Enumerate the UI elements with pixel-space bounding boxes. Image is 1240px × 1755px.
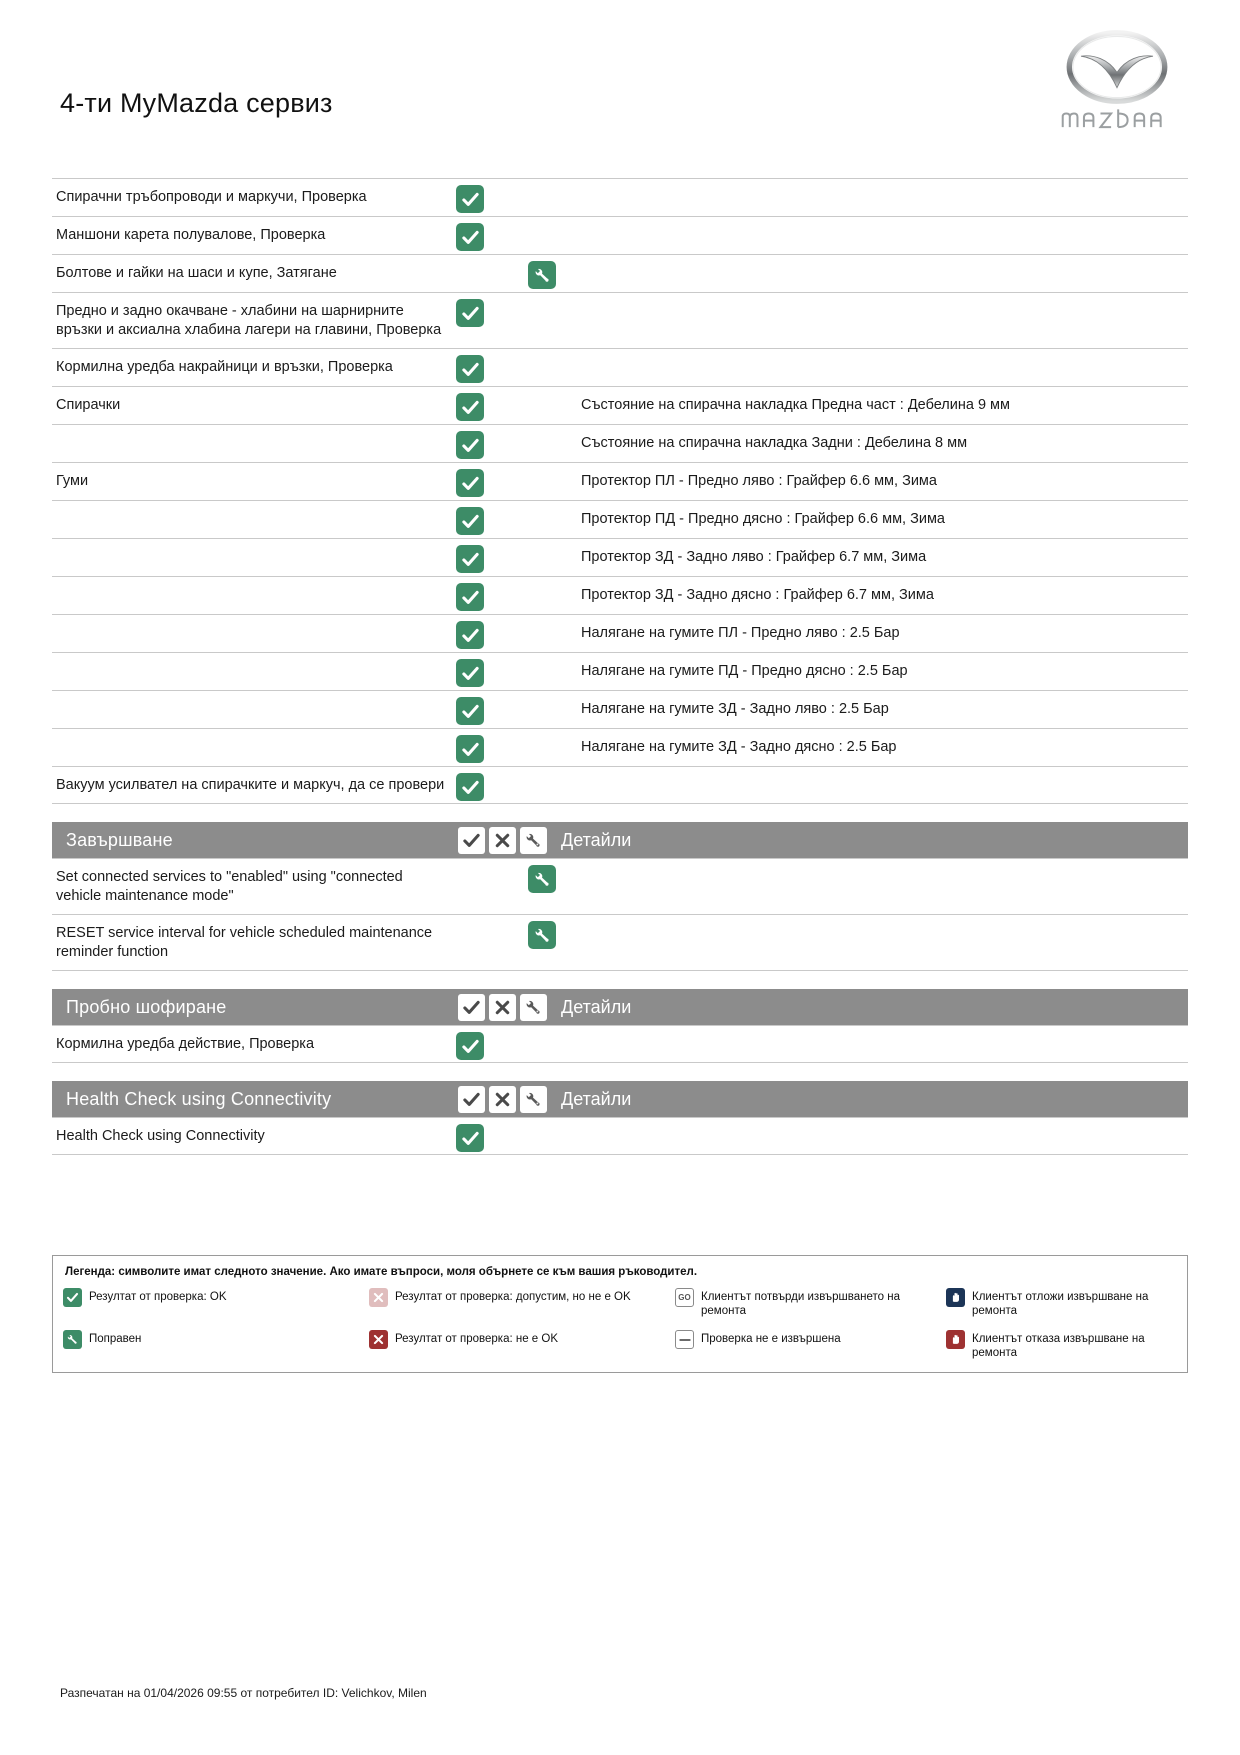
table-row xyxy=(52,254,1188,292)
row-label: Health Check using Connectivity xyxy=(56,1128,265,1144)
table-row xyxy=(52,766,1188,804)
table-row xyxy=(52,500,1188,538)
row-detail: Налягане на гумите ПД - Предно дясно : 2.5 Бар xyxy=(581,663,908,679)
row-label: Болтове и гайки на шаси и купе, Затягане xyxy=(56,265,337,281)
section-title: Health Check using Connectivity xyxy=(66,1089,332,1109)
table-row xyxy=(52,216,1188,254)
row-status xyxy=(456,179,559,213)
row-status xyxy=(456,255,559,289)
legend-item xyxy=(63,1288,363,1318)
row-label: Предно и задно окачване - хлабини на шарнирните връзки и аксиална хлабина лагери на главини, Проверка xyxy=(56,303,442,338)
row-detail xyxy=(559,1026,1188,1043)
row-status xyxy=(456,729,559,763)
check-icon xyxy=(456,621,484,649)
section-title: Пробно шофиране xyxy=(66,997,227,1017)
row-status xyxy=(456,653,559,687)
legend-box xyxy=(52,1255,1188,1373)
row-label xyxy=(52,425,456,442)
row-label: Спирачни тръбопроводи и маркучи, Проверка xyxy=(56,189,367,205)
print-footer: Разпечатан на 01/04/2026 09:55 от потребител ID: Velichkov, Milen xyxy=(60,1686,427,1700)
page-header xyxy=(0,0,1240,160)
check-icon xyxy=(458,1086,485,1113)
section-title: Завършване xyxy=(66,830,173,850)
legend-item-label: Резултат от проверка: OK xyxy=(89,1291,227,1303)
row-status xyxy=(456,501,559,535)
section-details-label: Детайли xyxy=(561,1089,632,1109)
row-detail xyxy=(559,349,1188,366)
legend-item-label: Клиентът отказа извършване на ремонта xyxy=(972,1333,1145,1359)
cross-icon xyxy=(489,827,516,854)
wrench-icon xyxy=(528,261,556,289)
check-icon xyxy=(456,223,484,251)
row-detail: Протектор ПД - Предно дясно : Грайфер 6.6 мм, Зима xyxy=(581,511,945,527)
section-header xyxy=(52,1081,1188,1117)
row-detail: Състояние на спирачна накладка Предна част : Дебелина 9 мм xyxy=(581,397,1010,413)
row-detail xyxy=(559,767,1188,784)
wrench-icon xyxy=(520,1086,547,1113)
table-row xyxy=(52,462,1188,500)
mazda-wordmark-icon xyxy=(1058,108,1176,132)
row-detail: Състояние на спирачна накладка Задни : Дебелина 8 мм xyxy=(581,435,968,451)
legend-items xyxy=(63,1288,1177,1360)
table-row xyxy=(52,424,1188,462)
row-detail xyxy=(559,915,1188,932)
check-icon xyxy=(456,393,484,421)
hand-icon xyxy=(946,1330,965,1349)
legend-item xyxy=(675,1330,940,1360)
check-icon xyxy=(456,545,484,573)
table-row xyxy=(52,348,1188,386)
row-label: Кормилна уредба накрайници и връзки, Проверка xyxy=(56,359,393,375)
check-icon xyxy=(456,299,484,327)
row-status xyxy=(456,463,559,497)
section-legend-icons xyxy=(456,822,553,858)
hand-icon xyxy=(946,1288,965,1307)
check-icon xyxy=(456,697,484,725)
legend-item-label: Резултат от проверка: допустим, но не е OK xyxy=(395,1291,631,1303)
cross-icon xyxy=(489,1086,516,1113)
row-label xyxy=(52,577,456,594)
row-status xyxy=(456,539,559,573)
table-row xyxy=(52,178,1188,216)
wrench-icon xyxy=(520,827,547,854)
row-detail: Налягане на гумите ЗД - Задно ляво : 2.5 Бар xyxy=(581,701,889,717)
row-status xyxy=(456,691,559,725)
row-detail: Протектор ЗД - Задно ляво : Грайфер 6.7 мм, Зима xyxy=(581,549,927,565)
row-label xyxy=(52,501,456,518)
row-status xyxy=(456,425,559,459)
row-status xyxy=(456,577,559,611)
table-row xyxy=(52,292,1188,348)
check-icon xyxy=(456,1032,484,1060)
check-icon xyxy=(456,773,484,801)
row-status xyxy=(456,293,559,327)
legend-item xyxy=(946,1288,1177,1318)
legend-item xyxy=(675,1288,940,1318)
wrench-icon xyxy=(528,865,556,893)
row-label xyxy=(52,653,456,670)
page-title: 4-ти MyMazda сервиз xyxy=(60,88,333,118)
table-row xyxy=(52,690,1188,728)
row-label xyxy=(52,729,456,746)
section-header xyxy=(52,989,1188,1025)
mazda-logo xyxy=(1042,28,1192,136)
row-detail: Протектор ПЛ - Предно ляво : Грайфер 6.6 мм, Зима xyxy=(581,473,937,489)
legend-item xyxy=(946,1330,1177,1360)
table-row xyxy=(52,858,1188,914)
row-status xyxy=(456,349,559,383)
row-label: RESET service interval for vehicle scheduled maintenance reminder function xyxy=(56,925,433,960)
row-label: Кормилна уредба действие, Проверка xyxy=(56,1036,315,1052)
table-row xyxy=(52,914,1188,971)
row-detail xyxy=(559,179,1188,196)
row-detail xyxy=(559,859,1188,876)
dash-icon xyxy=(675,1330,694,1349)
row-detail: Налягане на гумите ПЛ - Предно ляво : 2.5 Бар xyxy=(581,625,900,641)
row-status xyxy=(456,1026,559,1060)
section-legend-icons xyxy=(456,989,553,1025)
legend-title: Легенда: символите имат следното значение. Ако имате въпроси, моля обърнете се към вашия ръководител. xyxy=(65,1266,698,1278)
row-status xyxy=(456,767,559,801)
table-row xyxy=(52,386,1188,424)
wrench-icon xyxy=(528,921,556,949)
legend-item xyxy=(369,1288,669,1318)
row-label: Маншони карета полувалове, Проверка xyxy=(56,227,326,243)
section-details-label: Детайли xyxy=(561,997,632,1017)
row-detail xyxy=(559,255,1188,272)
row-label: Гуми xyxy=(56,473,89,489)
legend-item-label: Поправен xyxy=(89,1333,142,1345)
cross-icon xyxy=(369,1288,388,1307)
row-label xyxy=(52,615,456,632)
check-icon xyxy=(456,583,484,611)
check-icon xyxy=(456,431,484,459)
row-label xyxy=(52,691,456,708)
legend-item-label: Резултат от проверка: не е OK xyxy=(395,1333,559,1345)
row-label: Спирачки xyxy=(56,397,121,413)
row-status xyxy=(456,915,559,949)
section-legend-icons xyxy=(456,1081,553,1117)
go-icon: GO xyxy=(675,1288,694,1307)
row-detail: Налягане на гумите ЗД - Задно дясно : 2.5 Бар xyxy=(581,739,897,755)
wrench-icon xyxy=(520,994,547,1021)
row-detail: Протектор ЗД - Задно дясно : Грайфер 6.7 мм, Зима xyxy=(581,587,934,603)
legend-item-label: Проверка не е извършена xyxy=(701,1333,841,1345)
row-status xyxy=(456,615,559,649)
check-icon xyxy=(456,507,484,535)
row-label xyxy=(52,539,456,556)
section-header xyxy=(52,822,1188,858)
checklist-sections xyxy=(52,822,1188,1155)
row-detail xyxy=(559,1118,1188,1135)
checklist-table xyxy=(52,178,1188,1155)
check-icon xyxy=(456,735,484,763)
table-row xyxy=(52,1025,1188,1063)
row-detail xyxy=(559,293,1188,310)
check-icon xyxy=(458,994,485,1021)
check-icon xyxy=(456,469,484,497)
row-status xyxy=(456,217,559,251)
cross-icon xyxy=(489,994,516,1021)
table-row xyxy=(52,614,1188,652)
legend-item xyxy=(369,1330,669,1360)
legend-item-label: Клиентът отложи извършване на ремонта xyxy=(972,1291,1149,1317)
table-row xyxy=(52,576,1188,614)
table-row xyxy=(52,538,1188,576)
table-row xyxy=(52,728,1188,766)
legend-item xyxy=(63,1330,363,1360)
mazda-emblem-icon xyxy=(1063,28,1171,106)
row-status xyxy=(456,859,559,893)
check-icon xyxy=(63,1288,82,1307)
check-icon xyxy=(458,827,485,854)
check-icon xyxy=(456,659,484,687)
row-status xyxy=(456,387,559,421)
row-label: Вакуум усилвател на спирачките и маркуч, да се провери xyxy=(56,777,445,793)
check-icon xyxy=(456,185,484,213)
check-icon xyxy=(456,1124,484,1152)
wrench-icon xyxy=(63,1330,82,1349)
section-details-label: Детайли xyxy=(561,830,632,850)
cross-icon xyxy=(369,1330,388,1349)
table-row xyxy=(52,652,1188,690)
legend-item-label: Клиентът потвърди извършването на ремонта xyxy=(701,1291,900,1317)
checklist-rows xyxy=(52,178,1188,804)
check-icon xyxy=(456,355,484,383)
row-label: Set connected services to "enabled" using "connected vehicle maintenance mode" xyxy=(56,869,403,904)
row-detail xyxy=(559,217,1188,234)
row-status xyxy=(456,1118,559,1152)
table-row xyxy=(52,1117,1188,1155)
